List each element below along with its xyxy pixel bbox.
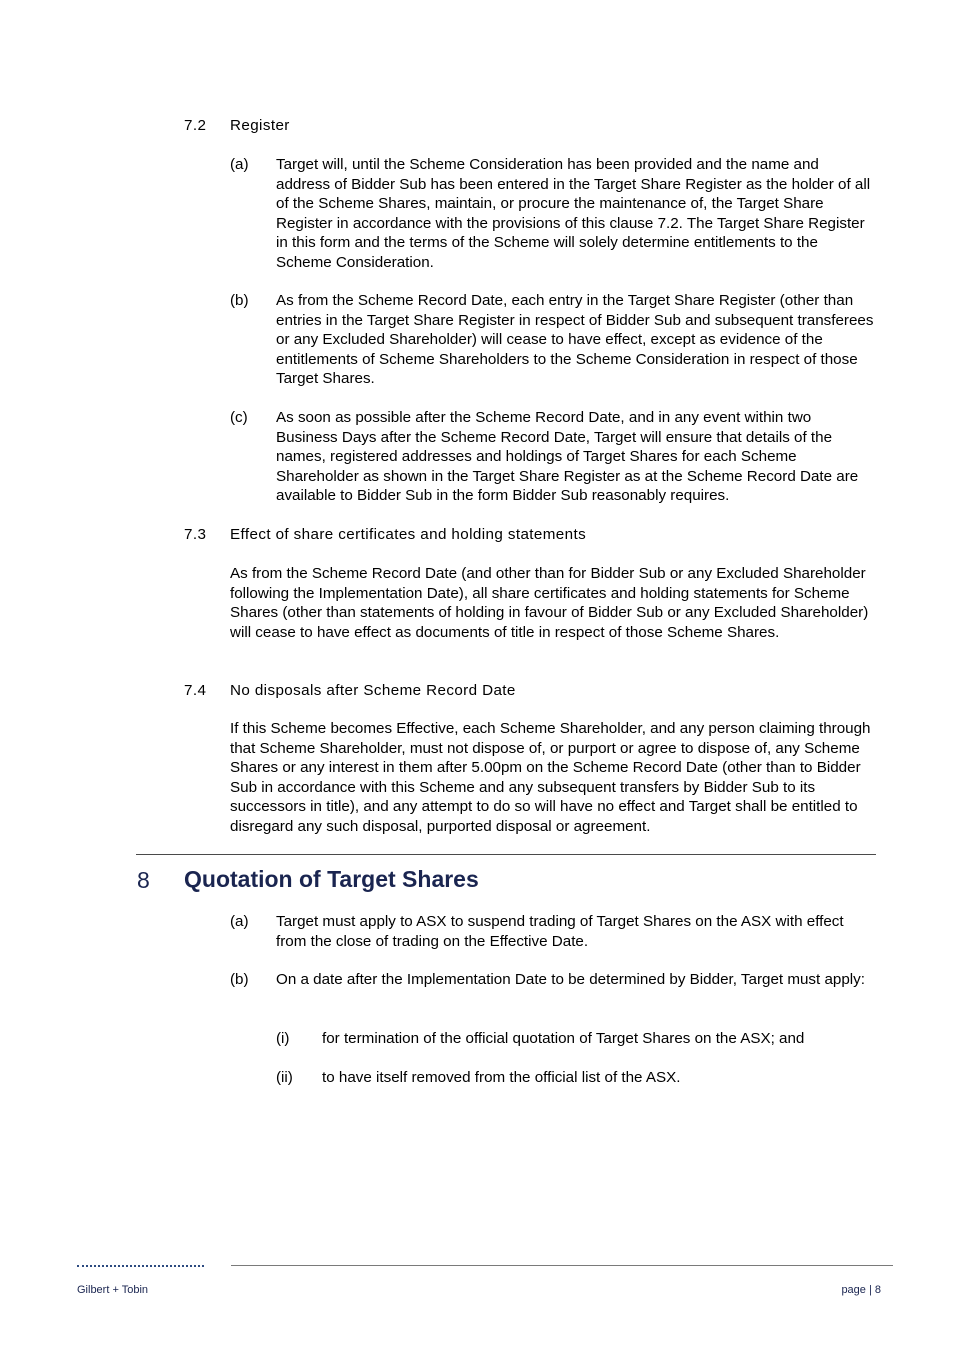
clause-7-2-a-label: (a) — [230, 156, 249, 173]
clause-7-4-number: 7.4 — [184, 682, 207, 699]
clause-8-b-label: (b) — [230, 971, 249, 988]
clause-7-2-a-text: Target will, until the Scheme Consideration has been provided and the name and address of Bidder Sub has been entered in the Target Share Register as the holder of all of the Scheme Shares, maintain, or procure the maintenance of, the Target Share Register in accordance with the provisions of this clause 7.2. The Target Share Register in this form and the terms of the Scheme will solely determine entitlements to the Scheme Consideration. — [276, 156, 871, 271]
clause-7-4-title: No disposals after Scheme Record Date — [230, 682, 516, 699]
clause-7-2-b-label: (b) — [230, 292, 249, 309]
clause-7-3-body: As from the Scheme Record Date (and other than for Bidder Sub or any Excluded Shareholder following the Implementation Date), all share certificates and holding statements for Scheme Shares (other than statements of holding in favour of Bidder Sub or any Excluded Shareholder) will cease to have effect as documents of title in respect of those Scheme Shares. — [230, 565, 869, 641]
clause-7-2-c-label: (c) — [230, 409, 248, 426]
footer-rule — [231, 1265, 893, 1266]
clause-7-3-title: Effect of share certificates and holding statements — [230, 526, 587, 543]
section-8-title: Quotation of Target Shares — [184, 866, 479, 892]
clause-8-b-ii-label: (ii) — [276, 1069, 293, 1086]
section-8-number: 8 — [137, 867, 150, 893]
clause-7-2-c-text: As soon as possible after the Scheme Record Date, and in any event within two Business Days after the Scheme Record Date, Target will ensure that details of the names, registered addresses and holdings of Target Shares for each Scheme Shareholder as shown in the Target Share Register as at the Scheme Record Date are available to Bidder Sub in the form Bidder Sub reasonably requires. — [276, 409, 859, 504]
clause-8-a-label: (a) — [230, 913, 249, 930]
clause-8-b-i-text: for termination of the official quotation of Target Shares on the ASX; and — [322, 1030, 805, 1047]
clause-7-2-b-text: As from the Scheme Record Date, each entry in the Target Share Register (other than entries in the Target Share Register in respect of Bidder Sub and subsequent transferees or any Excluded Shareholder) will cease to have effect, except as evidence of the entitlements of Scheme Shareholders to the Scheme Consideration in respect of those Target Shares. — [276, 292, 874, 387]
clause-7-4-body: If this Scheme becomes Effective, each Scheme Shareholder, and any person claiming through that Scheme Shareholder, must not dispose of, or purport or agree to dispose of, any Scheme Shares or any interest in them after 5.00pm on the Scheme Record Date (other than to Bidder Sub in accordance with this Scheme and any subsequent transfers by Bidder Sub to its successors in title), and any attempt to do so will have no effect and Target shall be entitled to disregard any such disposal, purported disposal or agreement. — [230, 720, 871, 835]
clause-7-2-title: Register — [230, 117, 290, 134]
clause-8-a-text: Target must apply to ASX to suspend trading of Target Shares on the ASX with effect from the close of trading on the Effective Date. — [276, 913, 844, 950]
clause-7-2-number: 7.2 — [184, 117, 207, 134]
clause-8-b-ii-text: to have itself removed from the official list of the ASX. — [322, 1069, 681, 1086]
footer-page-number: page | 8 — [841, 1284, 881, 1296]
footer-firm-name: Gilbert + Tobin — [77, 1284, 149, 1296]
clause-8-b-text: On a date after the Implementation Date to be determined by Bidder, Target must apply: — [276, 971, 865, 988]
clause-8-b-i-label: (i) — [276, 1030, 290, 1047]
section-divider — [136, 854, 876, 855]
footer-dotted-rule — [77, 1265, 204, 1267]
clause-7-3-number: 7.3 — [184, 526, 207, 543]
